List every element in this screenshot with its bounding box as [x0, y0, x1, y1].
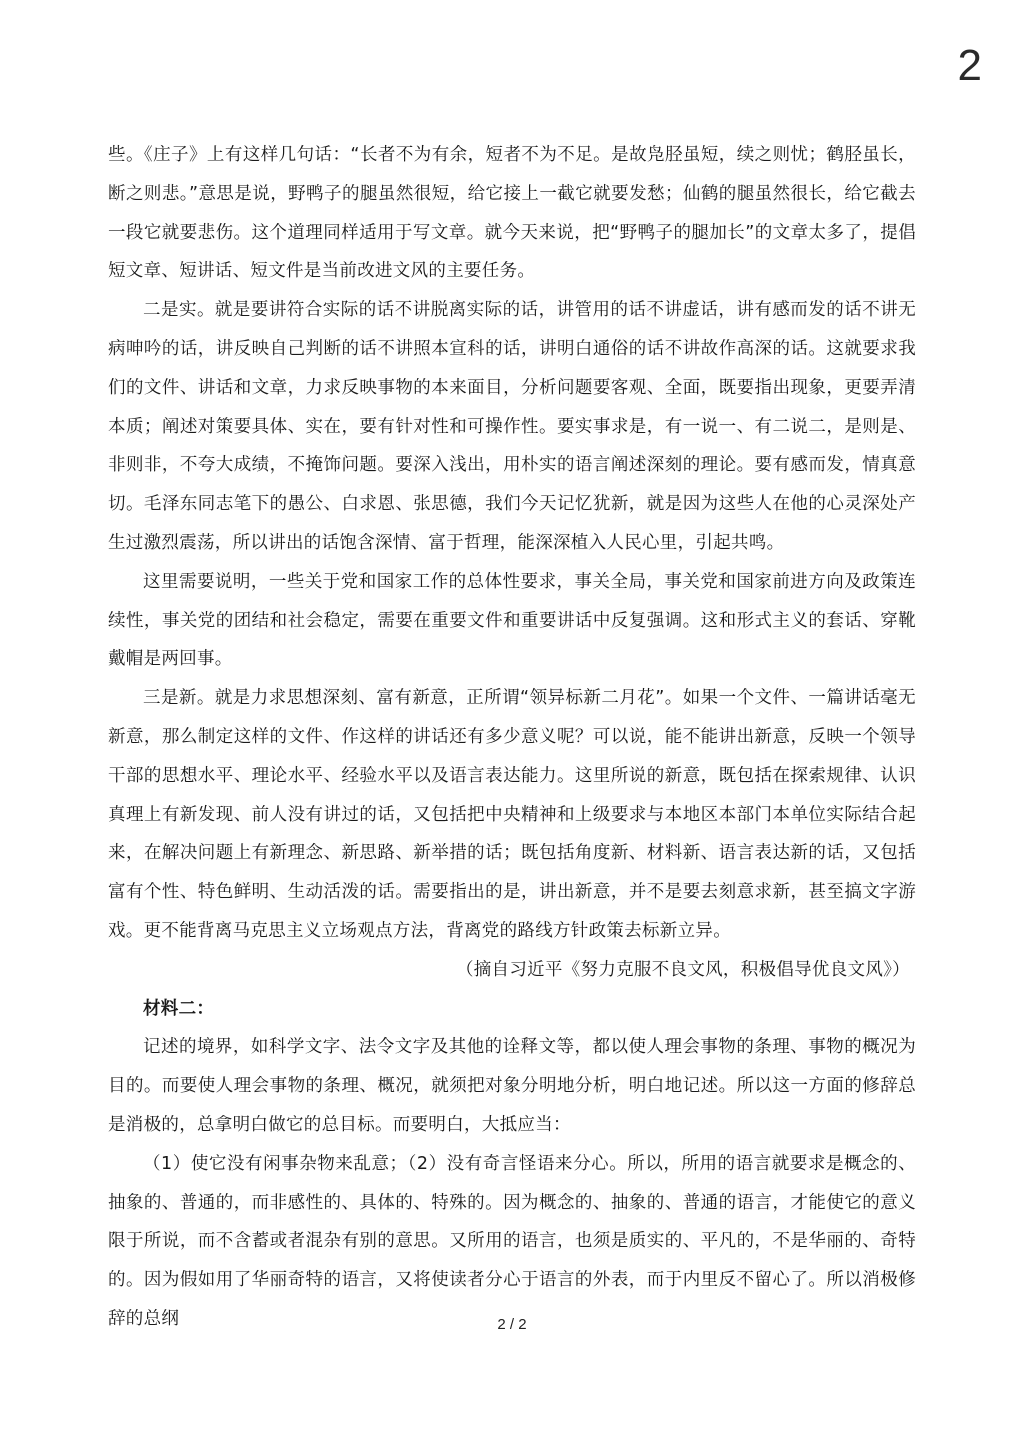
- paragraph-material-two-intro: 记述的境界，如科学文字、法令文字及其他的诠释文等，都以使人理会事物的条理、事物的概况为目的。而要使人理会事物的条理、概况，就须把对象分明地分析，明白地记述。所以这一方面的修辞总是消极的，总拿明白做它的总目标。而要明白，大抵应当：: [108, 1037, 916, 1135]
- paragraph-shi: 二是实。就是要讲符合实际的话不讲脱离实际的话，讲管用的话不讲虚话，讲有感而发的话不讲无病呻吟的话，讲反映自己判断的话不讲照本宣科的话，讲明白通俗的话不讲故作高深的话。这就要求我们的文件、讲话和文章，力求反映事物的本来面目，分析问题要客观、全面，既要指出现象，更要弄清本质；阐述对策要具体、实在，要有针对性和可操作性。要实事求是，有一说一、有二说二，是则是、非则非，不夸大成绩，不掩饰问题。要深入浅出，用朴实的语言阐述深刻的理论。要有感而发，情真意切。毛泽东同志笔下的愚公、白求恩、张思德，我们今天记忆犹新，就是因为这些人在他的心灵深处产生过激烈震荡，所以讲出的话饱含深情、富于哲理，能深深植入人民心里，引起共鸣。: [108, 300, 916, 553]
- paragraph-note: 这里需要说明，一些关于党和国家工作的总体性要求，事关全局，事关党和国家前进方向及政策连续性，事关党的团结和社会稳定，需要在重要文件和重要讲话中反复强调。这和形式主义的套话、穿靴戴帽是两回事。: [108, 571, 916, 670]
- paragraph-xin: 三是新。就是力求思想深刻、富有新意，正所谓“领异标新二月花”。如果一个文件、一篇讲话毫无新意，那么制定这样的文件、作这样的讲话还有多少意义呢？可以说，能不能讲出新意，反映一个领导干部的思想水平、理论水平、经验水平以及语言表达能力。这里所说的新意，既包括在探索规律、认识真理上有新发现、前人没有讲过的话，又包括把中央精神和上级要求与本地区本部门本单位实际结合起来，在解决问题上有新理念、新思路、新举措的话；既包括角度新、材料新、语言表达新的话，又包括富有个性、特色鲜明、生动活泼的话。需要指出的是，讲出新意，并不是要去刻意求新，甚至搞文字游戏。更不能背离马克思主义立场观点方法，背离党的路线方针政策去标新立异。: [108, 688, 916, 941]
- paragraph-continuation: 些。《庄子》上有这样几句话：“长者不为有余，短者不为不足。是故凫胫虽短，续之则忧；鹤胫虽长，断之则悲。”意思是说，野鸭子的腿虽然很短，给它接上一截它就要发愁；仙鹤的腿虽然很长，给它截去一段它就要悲伤。这个道理同样适用于写文章。就今天来说，把“野鸭子的腿加长”的文章太多了，提倡短文章、短讲话、短文件是当前改进文风的主要任务。: [108, 145, 916, 282]
- paragraph-material-two-points: （1）使它没有闲事杂物来乱意；（2）没有奇言怪语来分心。所以，所用的语言就要求是概念的、抽象的、普通的，而非感性的、具体的、特殊的。因为概念的、抽象的、普通的语言，才能使它的意义限于所说，而不含蓄或者混杂有别的意思。又所用的语言，也须是质实的、平凡的，不是华丽的、奇特的。因为假如用了华丽奇特的语言，又将使读者分心于语言的外表，而于内里反不留心了。所以消极修辞的总纲: [108, 1153, 916, 1329]
- section-title-material-two: 材料二：: [143, 998, 215, 1019]
- corner-page-number: 2: [957, 41, 982, 90]
- document-body: [108, 136, 916, 1339]
- source-citation: （摘自习近平《努力克服不良文风，积极倡导优良文风》）: [455, 959, 910, 980]
- footer-page-number: 2 / 2: [497, 1316, 527, 1333]
